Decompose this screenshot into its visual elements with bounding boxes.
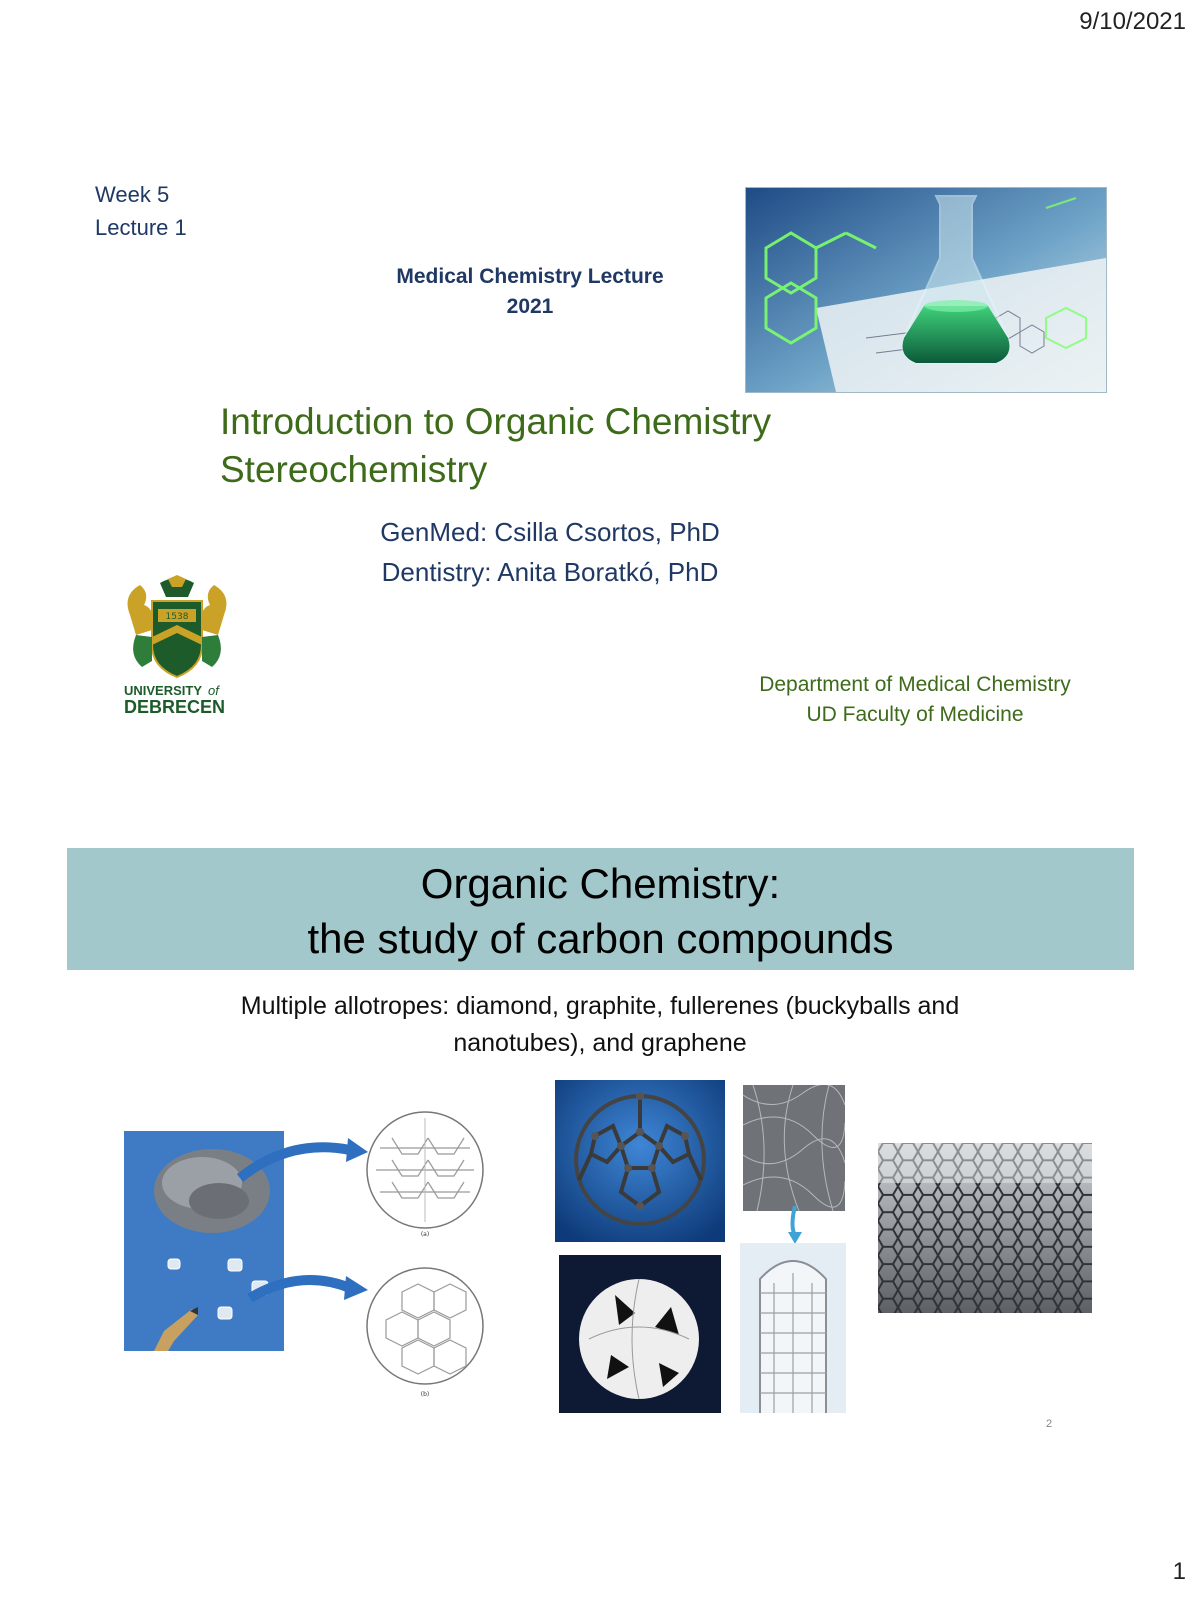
buckyball-image — [555, 1080, 725, 1242]
flask-chemistry-photo — [745, 187, 1107, 393]
label-b: (b) — [420, 1391, 430, 1398]
department-line2: UD Faculty of Medicine — [806, 703, 1024, 726]
week-lecture-label — [95, 178, 187, 244]
course-year: 2021 — [506, 295, 554, 318]
nanotube-network-photo — [743, 1085, 845, 1211]
page-date: 9/10/2021 — [1079, 8, 1186, 35]
author-dentistry: Dentistry: Anita Boratkó, PhD — [381, 557, 719, 587]
graphite-structure-diagram — [362, 1108, 488, 1238]
authors — [300, 512, 800, 592]
week-label: Week 5 — [95, 182, 170, 207]
slide2-title-line1: Organic Chemistry: — [420, 860, 781, 907]
allotropes-text — [160, 988, 1040, 1062]
author-genmed: GenMed: Csilla Csortos, PhD — [380, 517, 720, 547]
allotropes-line1: Multiple allotropes: diamond, graphite, fullerenes (buckyballs and — [240, 992, 960, 1020]
logo-of: of — [208, 683, 219, 698]
lecture-title-line1: Introduction to Organic Chemistry — [220, 401, 772, 442]
page-number: 1 — [1172, 1558, 1186, 1585]
arrows-graphic — [230, 1128, 370, 1328]
soccer-ball-photo — [559, 1255, 721, 1413]
logo-university: UNIVERSITY — [124, 683, 203, 698]
logo-year: 1538 — [165, 612, 189, 622]
allotropes-line2: nanotubes), and graphene — [453, 1029, 747, 1057]
lecture-label: Lecture 1 — [95, 215, 187, 240]
down-arrow-graphic — [780, 1206, 810, 1246]
graphene-image — [878, 1143, 1092, 1313]
department-line1: Department of Medical Chemistry — [759, 673, 1071, 696]
university-logo — [122, 575, 232, 740]
course-heading — [360, 262, 700, 322]
department — [730, 670, 1100, 730]
slide2-title-band — [67, 848, 1134, 970]
slide2-title-line2: the study of carbon compounds — [307, 915, 894, 962]
lecture-title-line2: Stereochemistry — [220, 449, 488, 490]
course-name: Medical Chemistry Lecture — [396, 265, 664, 288]
logo-debrecen: DEBRECEN — [124, 697, 226, 717]
diamond-structure-diagram — [362, 1262, 488, 1398]
lecture-title — [220, 398, 771, 494]
slide2-number: 2 — [1046, 1418, 1053, 1430]
nanotube-structure-image — [740, 1243, 846, 1413]
label-a: (a) — [420, 1231, 430, 1238]
